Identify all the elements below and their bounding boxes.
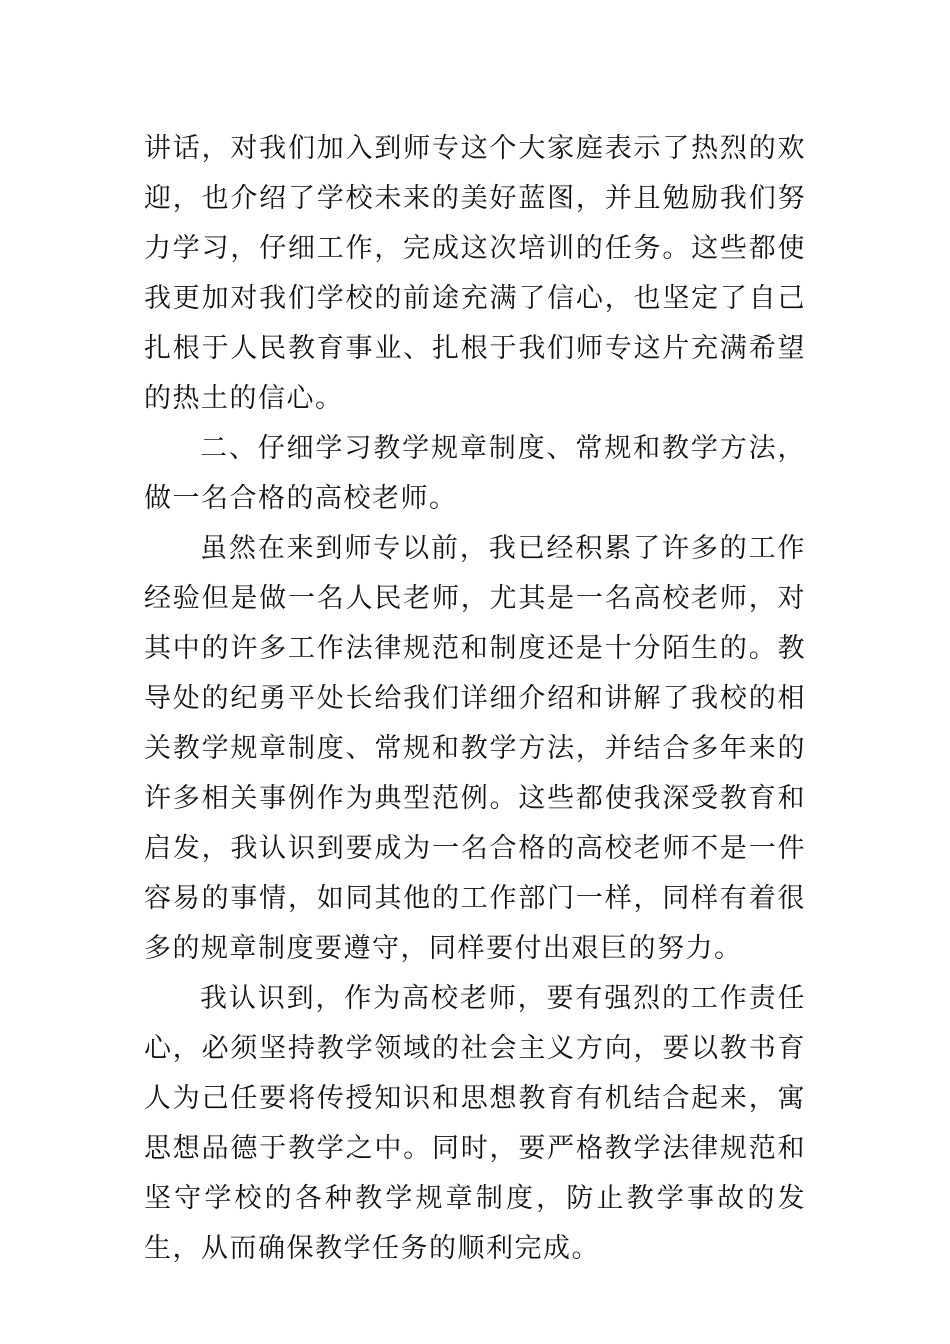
- paragraph-2-section-heading: 二、仔细学习教学规章制度、常规和教学方法，做一名合格的高校老师。: [144, 433, 806, 514]
- paragraph-1: 讲话，对我们加入到师专这个大家庭表示了热烈的欢迎，也介绍了学校未来的美好蓝图，并且勉励我们努力学习，仔细工作，完成这次培训的任务。这些都使我更加对我们学校的前途充满了信心，也坚定了自己扎根于人民教育事业、扎根于我们师专这片充满希望的热土的信心。: [144, 133, 806, 414]
- paragraph-3: 虽然在来到师专以前，我已经积累了许多的工作经验但是做一名人民老师，尤其是一名高校老师，对其中的许多工作法律规范和制度还是十分陌生的。教导处的纪勇平处长给我们详细介绍和讲解了我校的相关教学规章制度、常规和教学方法，并结合多年来的许多相关事例作为典型范例。这些都使我深受教育和启发，我认识到要成为一名合格的高校老师不是一件容易的事情，如同其他的工作部门一样，同样有着很多的规章制度要遵守，同样要付出艰巨的努力。: [144, 533, 806, 964]
- document-body: [144, 124, 806, 1274]
- paragraph-4: 我认识到，作为高校老师，要有强烈的工作责任心，必须坚持教学领域的社会主义方向，要以教书育人为己任要将传授知识和思想教育有机结合起来，寓思想品德于教学之中。同时，要严格教学法律规范和坚守学校的各种教学规章制度，防止教学事故的发生，从而确保教学任务的顺利完成。: [144, 983, 806, 1264]
